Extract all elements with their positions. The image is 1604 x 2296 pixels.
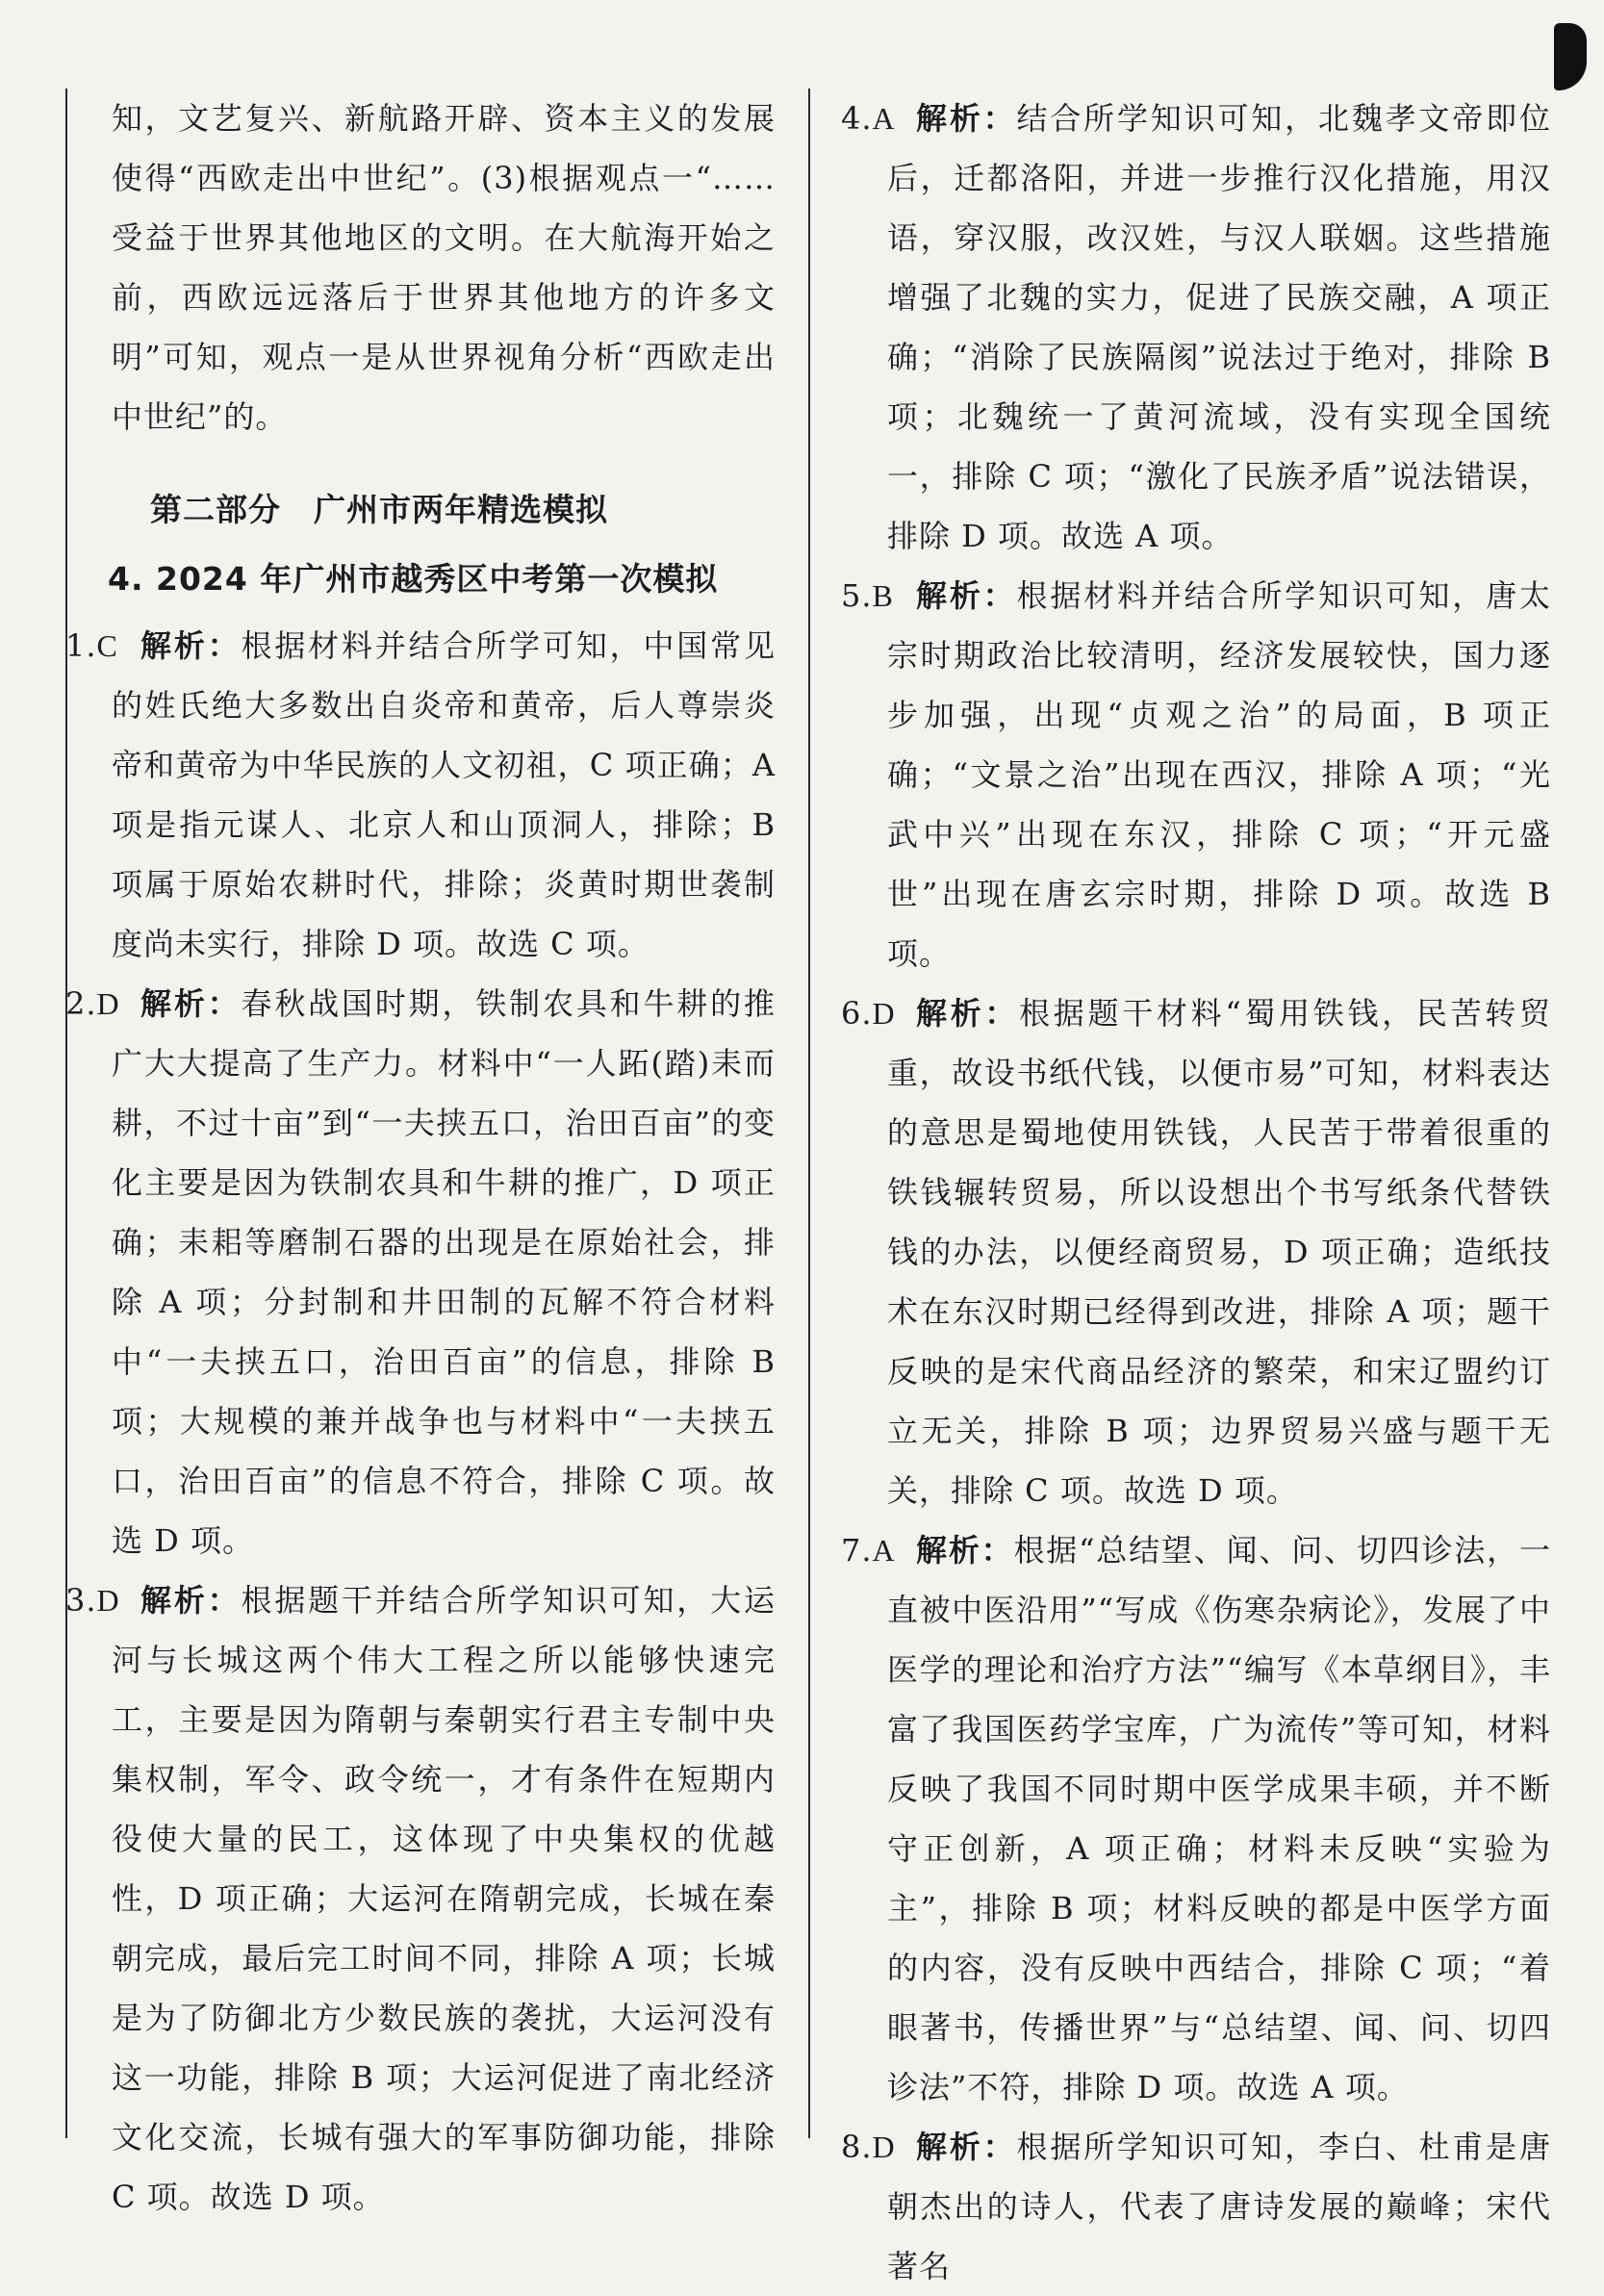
- question-number: 3.D: [65, 1582, 120, 1619]
- answer-choice: D: [96, 1583, 120, 1618]
- analysis-text: 根据材料并结合所学知识可知，唐太宗时期政治比较清明，经济发展较快，国力逐步加强，出现“贞观之治”的局面，B 项正确；“文景之治”出现在西汉，排除 A 项；“光武中兴”出现在东汉，排除 C 项；“开元盛世”出现在唐玄宗时期，排除 D 项。故选 B 项。: [887, 577, 1551, 972]
- question-number: 5.B: [841, 577, 894, 614]
- left-margin-rule: [65, 89, 67, 2138]
- answer-item-3: [65, 1570, 776, 2227]
- answer-choice: D: [96, 986, 120, 1021]
- answer-item-6: [841, 983, 1551, 1520]
- answer-choice: A: [872, 101, 896, 136]
- analysis-text: 根据题干材料“蜀用铁钱，民苦转贸重，故设书纸代钱，以便市易”可知，材料表达的意思是蜀地使用铁钱，人民苦于带着很重的铁钱辗转贸易，所以设想出个书写纸条代替铁钱的办法，以便经商贸易，D 项正确；造纸技术在东汉时期已经得到改进，排除 A 项；题干反映的是宋代商品经济的繁荣，和宋辽盟约订立无关，排除 B 项；边界贸易兴盛与题干无关，排除 C 项。故选 D 项。: [887, 995, 1551, 1509]
- answer-item-2: [65, 974, 776, 1570]
- question-number: 8.D: [841, 2129, 896, 2165]
- analysis-label: 解析：: [140, 627, 242, 664]
- analysis-text: 春秋战国时期，铁制农具和牛耕的推广大大提高了生产力。材料中“一人跖(踏)耒而耕，不过十亩”到“一夫挟五口，治田百亩”的变化主要是因为铁制农具和牛耕的推广，D 项正确；耒耜等磨制石器的出现是在原始社会，排除 A 项；分封制和井田制的瓦解不符合材料中“一夫挟五口，治田百亩”的信息，排除 B 项；大规模的兼并战争也与材料中“一夫挟五口，治田百亩”的信息不符合，排除 C 项。故选 D 项。: [112, 985, 776, 1559]
- question-number: 1.C: [65, 627, 118, 664]
- answer-item-4: [841, 89, 1551, 566]
- answer-item-7: [841, 1520, 1551, 2117]
- analysis-label: 解析：: [916, 100, 1017, 137]
- question-number: 4.A: [841, 100, 896, 137]
- question-number: 7.A: [841, 1532, 896, 1569]
- analysis-text: 根据题干并结合所学知识可知，大运河与长城这两个伟大工程之所以能够快速完工，主要是因为隋朝与秦朝实行君主专制中央集权制，军令、政令统一，才有条件在短期内役使大量的民工，这体现了中央集权的优越性，D 项正确；大运河在隋朝完成，长城在秦朝完成，最后完工时间不同，排除 A 项；长城是为了防御北方少数民族的袭扰，大运河没有这一功能，排除 B 项；大运河促进了南北经济文化交流，长城有强大的军事防御功能，排除 C 项。故选 D 项。: [112, 1582, 776, 2215]
- right-column: [841, 89, 1551, 2296]
- answer-choice: C: [96, 628, 118, 663]
- analysis-label: 解析：: [140, 985, 242, 1022]
- answer-item-1: [65, 616, 776, 974]
- answer-item-5: [841, 566, 1551, 983]
- answer-choice: D: [872, 996, 896, 1031]
- analysis-label: 解析：: [916, 2129, 1017, 2165]
- answer-item-8: [841, 2117, 1551, 2296]
- answer-choice: D: [872, 2130, 896, 2164]
- analysis-text: 根据所学知识可知，李白、杜甫是唐朝杰出的诗人，代表了唐诗发展的巅峰；宋代著名: [887, 2129, 1551, 2284]
- analysis-label: 解析：: [140, 1582, 242, 1619]
- analysis-label: 解析：: [916, 1532, 1014, 1569]
- section-title: 第二部分 广州市两年精选模拟: [150, 491, 608, 528]
- column-divider: [808, 89, 810, 2138]
- question-number: 2.D: [65, 985, 120, 1022]
- analysis-text: 根据材料并结合所学可知，中国常见的姓氏绝大多数出自炎帝和黄帝，后人尊崇炎帝和黄帝为中华民族的人文初祖，C 项正确；A 项是指元谋人、北京人和山顶洞人，排除；B 项属于原始农耕时代，排除；炎黄时期世袭制度尚未实行，排除 D 项。故选 C 项。: [112, 627, 776, 962]
- question-number: 6.D: [841, 995, 896, 1032]
- exam-subtitle: 4. 2024 年广州市越秀区中考第一次模拟: [108, 560, 719, 598]
- analysis-label: 解析：: [916, 995, 1020, 1032]
- page-corner-mark: [1554, 23, 1587, 90]
- analysis-text: 结合所学知识可知，北魏孝文帝即位后，迁都洛阳，并进一步推行汉化措施，用汉语，穿汉服，改汉姓，与汉人联姻。这些措施增强了北魏的实力，促进了民族交融，A 项正确；“消除了民族隔阂”说法过于绝对，排除 B 项；北魏统一了黄河流域，没有实现全国统一，排除 C 项；“激化了民族矛盾”说法错误，排除 D 项。故选 A 项。: [887, 100, 1551, 554]
- continuation-paragraph: 知，文艺复兴、新航路开辟、资本主义的发展使得“西欧走出中世纪”。(3)根据观点一“……受益于世界其他地区的文明。在大航海开始之前，西欧远远落后于世界其他地方的许多文明”可知，观点一是从世界视角分析“西欧走出中世纪”的。: [112, 100, 776, 435]
- analysis-label: 解析：: [916, 577, 1017, 614]
- answer-choice: A: [872, 1533, 896, 1568]
- left-column: [65, 89, 776, 2227]
- analysis-text: 根据“总结望、闻、问、切四诊法，一直被中医沿用”“写成《伤寒杂病论》，发展了中医学的理论和治疗方法”“编写《本草纲目》，丰富了我国医药学宝库，广为流传”等可知，材料反映了我国不同时期中医学成果丰硕，并不断守正创新，A 项正确；材料未反映“实验为主”，排除 B 项；材料反映的都是中医学方面的内容，没有反映中西结合，排除 C 项；“着眼著书，传播世界”与“总结望、闻、问、切四诊法”不符，排除 D 项。故选 A 项。: [887, 1532, 1551, 2105]
- answer-choice: B: [872, 578, 894, 613]
